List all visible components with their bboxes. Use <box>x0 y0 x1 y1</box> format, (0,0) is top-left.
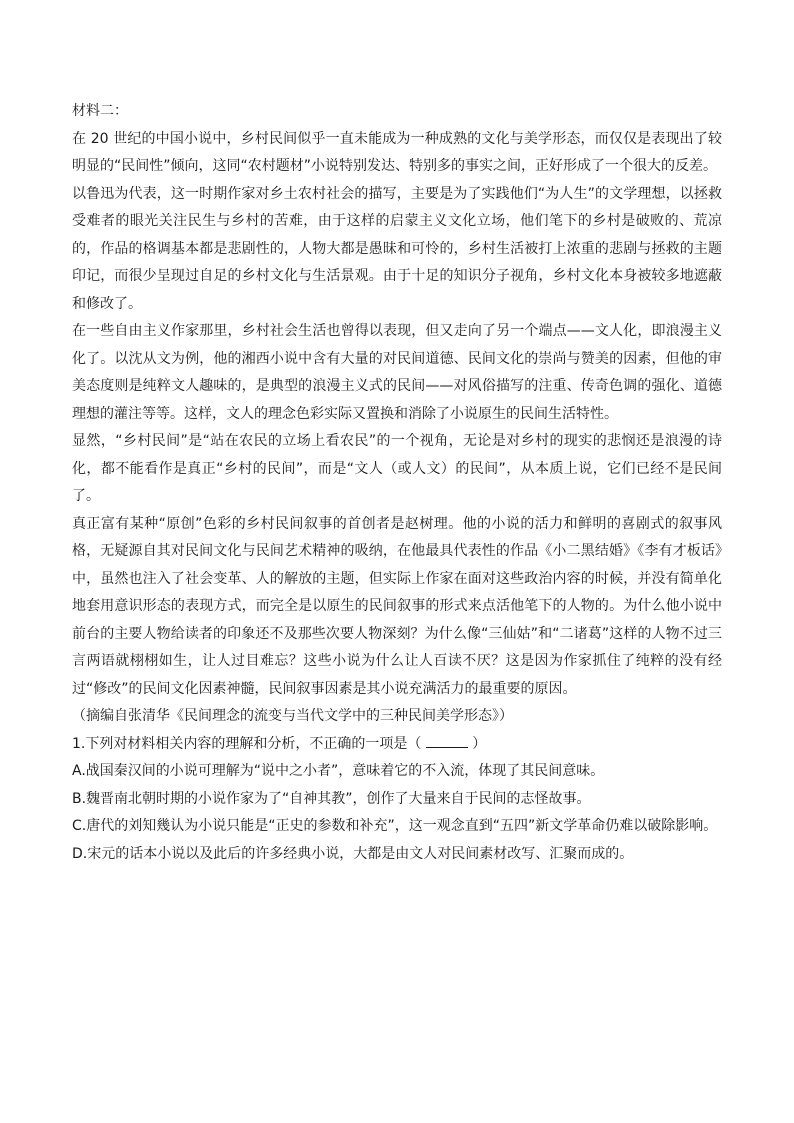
source-note: （摘编自张清华《民间理念的流变与当代文学中的三种民间美学形态》） <box>72 708 513 724</box>
option-d: D.宋元的话本小说以及此后的许多经典小说，大都是由文人对民间素材改写、汇聚而成的。 <box>72 845 634 862</box>
document-body <box>72 98 722 868</box>
question-stem-end: ） <box>472 735 487 752</box>
question-stem <box>72 731 722 759</box>
paragraph-3: 在一些自由主义作家那里，乡村社会生活也曾得以表现，但又走向了另一个端点——文人化，即浪漫主义化了。以沈从文为例，他的湘西小说中含有大量的对民间道德、民间文化的崇尚与赞美的因素，但他的审美态度则是纯粹文人趣味的，是典型的浪漫主义式的民间——对风俗描写的注重、传奇色调的强化、道德理想的灌注等等。这样，文人的理念色彩实际又置换和消除了小说原生的民间生活特性。 <box>72 323 722 422</box>
paragraph-5: 真正富有某种“原创”色彩的乡村民间叙事的首创者是赵树理。他的小说的活力和鲜明的喜剧式的叙事风格，无疑源自其对民间文化与民间艺术精神的吸纳，在他最具代表性的作品《小二黑结婚》《李有才板话》中，虽然也注入了社会变革、人的解放的主题，但实际上作家在面对这些政治内容的时候，并没有简单化地套用意识形态的表现方式，而完全是以原生的民间叙事的形式来点活他笔下的人物的。为什么他小说中前台的主要人物给读者的印象还不及那些次要人物深刻？为什么像“三仙姑”和“二诸葛”这样的人物不过三言两语就栩栩如生，让人过目难忘？这些小说为什么让人百读不厌？这是因为作家抓住了纯粹的没有经过“修改”的民间文化因素神髓，民间叙事因素是其小说充满活力的最重要的原因。 <box>72 515 722 697</box>
material-heading: 材料二： <box>72 103 128 119</box>
option-a: A.战国秦汉间的小说可理解为“说中之小者”，意味着它的不入流，体现了其民间意味。 <box>72 763 605 779</box>
option-c: C.唐代的刘知幾认为小说只能是“正史的参数和补充”，这一观念直到“五四”新文学革命仍难以破除影响。 <box>72 818 718 834</box>
question-stem-text: 1.下列对材料相关内容的理解和分析，不正确的一项是（ <box>72 735 422 752</box>
option-b: B.魏晋南北朝时期的小说作家为了“自神其教”，创作了大量来自于民间的志怪故事。 <box>72 790 591 807</box>
answer-blank[interactable] <box>426 733 468 748</box>
paragraph-2: 以鲁迅为代表，这一时期作家对乡土农村社会的描写，主要是为了实践他们“为人生”的文学理想，以拯救受难者的眼光关注民生与乡村的苦难，由于这样的启蒙主义文化立场，他们笔下的乡村是破败的、荒凉的，作品的格调基本都是悲剧性的，人物大都是愚昧和可怜的，乡村生活被打上浓重的悲剧与拯救的主题印记，而很少呈现过自足的乡村文化与生活景观。由于十足的知识分子视角，乡村文化本身被较多地遮蔽和修改了。 <box>72 185 722 312</box>
paragraph-4: 显然，“乡村民间”是“站在农民的立场上看农民”的一个视角，无论是对乡村的现实的悲悯还是浪漫的诗化，都不能看作是真正“乡村的民间”，而是“文人（或人文）的民间”，从本质上说，它们已经不是民间了。 <box>72 433 722 504</box>
paragraph-1: 在 20 世纪的中国小说中，乡村民间似乎一直未能成为一种成熟的文化与美学形态，而仅仅是表现出了较明显的“民间性”倾向，这同“农村题材”小说特别发达、特别多的事实之间，正好形成了一个很大的反差。 <box>72 130 722 174</box>
